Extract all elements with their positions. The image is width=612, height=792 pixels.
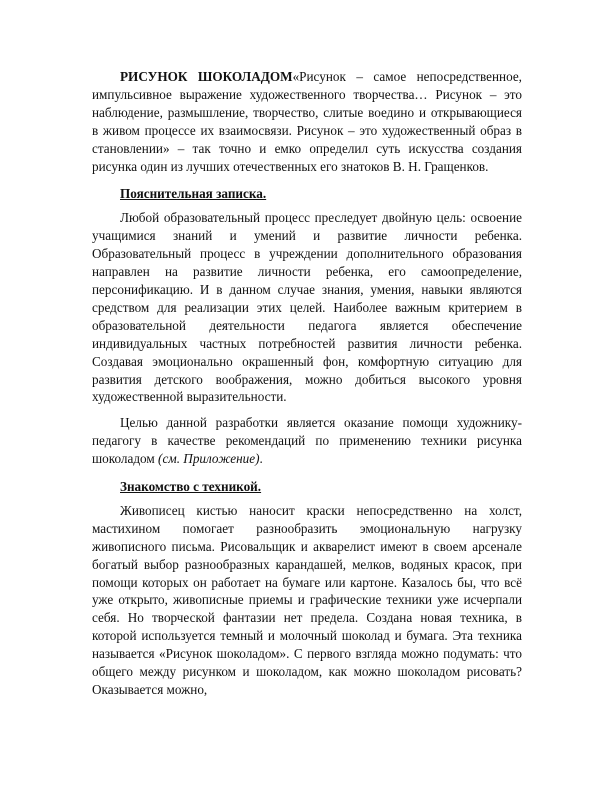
- section-heading-technique: Знакомство с техникой.: [120, 479, 262, 495]
- purpose-end: .: [259, 451, 263, 467]
- explanatory-paragraph-2: [92, 414, 522, 468]
- purpose-text: Целью данной разработки является оказание помощи художнику-педагогу в качестве рекомендаций по применению техники рисунка шоколадом: [92, 415, 522, 467]
- explanatory-paragraph-1: Любой образовательный процесс преследует двойную цель: освоение учащимися знаний и умений и развитие личности ребенка. Образовательный процесс в учреждении дополнительного образования направлен на развитие личности ребенка, его самоопределение, персонификацию. И в данном случае знания, умения, навыки являются средством для реализации этих целей. Наиболее важным критерием в образовательной деятельности педагога является обеспечение индивидуальных частных потребностей развития личности ребенка. Создавая эмоционально окрашенный фон, комфортную ситуацию для развития детского воображения, можно добиться высокого уровня художественной выразительности.: [92, 210, 522, 405]
- intro-quote: «Рисунок – самое непосредственное, импульсивное выражение художественного творчества… Рисунок – это наблюдение, размышление, творчество, слитые воедино и открывающиеся в живом процессе их взаимосвязи. Рисунок – это художественный образ в становлении» – так точно и емко определил суть искусства создания рисунка один из лучших отечественных его знатоков В. Н. Гращенков.: [92, 69, 522, 174]
- appendix-reference: (см. Приложение): [158, 451, 260, 467]
- section-heading-explanatory-note: Пояснительная записка.: [120, 186, 267, 202]
- document-title: РИСУНОК ШОКОЛАДОМ: [120, 69, 293, 84]
- document-page: [92, 68, 522, 699]
- technique-paragraph-1: Живописец кистью наносит краски непосредственно на холст, мастихином помогает разнообразить эмоциональную нагрузку живописного письма. Рисовальщик и акварелист имеют в своем арсенале богатый выбор разнообразных карандашей, мелков, водяных красок, при помощи которых он работает на бумаге или картоне. Казалось бы, что всё уже открыто, живописные приемы и графические техники уже исчерпали себя. Но творческой фантазии нет предела. Создана новая техника, в которой используется темный и молочный шоколад и бумага. Эта техника называется «Рисунок шоколадом». С первого взгляда можно подумать: что общего между рисунком и шоколадом, как можно шоколадом рисовать? Оказывается можно,: [92, 502, 522, 697]
- intro-paragraph: [92, 68, 522, 175]
